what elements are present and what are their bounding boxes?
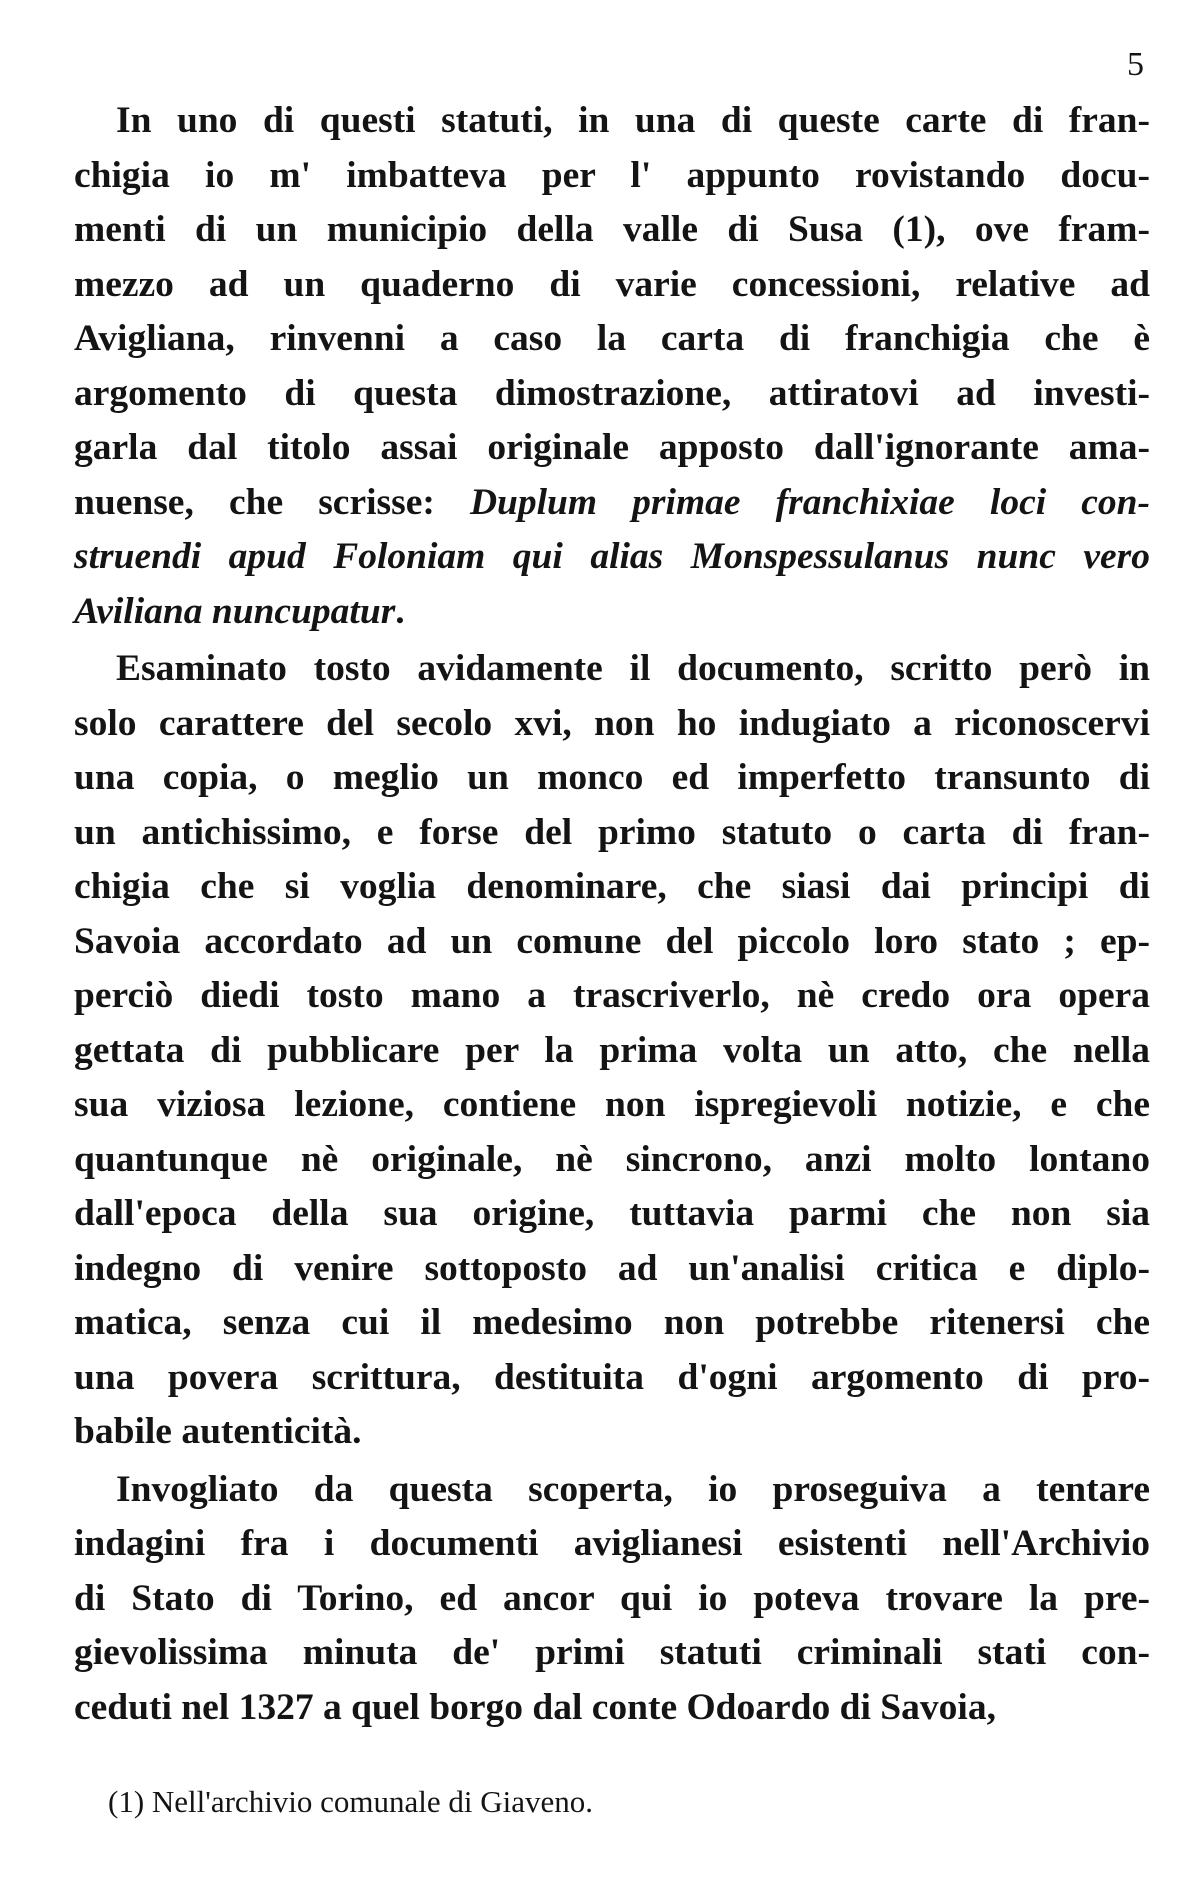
- text-segment: chigia che si voglia denominare, che siasi dai principi di: [74, 866, 1150, 907]
- text-segment: ceduti nel 1327 a quel borgo dal conte Odoardo di Savoia,: [74, 1686, 996, 1728]
- text-segment: sua viziosa lezione, contiene non ispregievoli notizie, e che: [74, 1084, 1150, 1125]
- text-segment: argomento di questa dimostrazione, attiratovi ad investi-: [74, 372, 1150, 414]
- text-line: [74, 642, 1150, 697]
- text-line: [74, 149, 1150, 204]
- text-line: [74, 1517, 1150, 1572]
- text-segment: menti di un municipio della valle di Susa (1), ove fram-: [74, 209, 1150, 250]
- text-segment: mezzo ad un quaderno di varie concessioni, relative ad: [74, 263, 1150, 305]
- text-segment: matica, senza cui il medesimo non potrebbe ritenersi che: [74, 1302, 1150, 1343]
- text-line: [74, 1187, 1150, 1242]
- body-text: [74, 94, 1150, 1735]
- paragraph: [74, 94, 1150, 639]
- text-segment: Savoia accordato ad un comune del piccolo loro stato ; ep-: [74, 920, 1150, 962]
- text-segment: una povera scrittura, destituita d'ogni argomento di pro-: [74, 1356, 1150, 1398]
- text-segment: gettata di pubblicare per la prima volta un atto, che nella: [74, 1029, 1150, 1071]
- text-segment: .: [395, 590, 405, 632]
- text-line: [74, 1681, 1150, 1736]
- text-line: [74, 806, 1150, 861]
- text-line: [74, 367, 1150, 422]
- text-line: [74, 1078, 1150, 1133]
- text-segment: chigia io m' imbatteva per l' appunto rovistando docu-: [74, 154, 1150, 196]
- text-segment: perciò diedi tosto mano a trascriverlo, nè credo ora opera: [74, 975, 1150, 1016]
- text-segment: dall'epoca della sua origine, tuttavia parmi che non sia: [74, 1193, 1150, 1234]
- text-segment: In uno di questi statuti, in una di queste carte di fran-: [116, 100, 1150, 141]
- text-segment: nuense, che scrisse:: [74, 481, 470, 523]
- text-line: [74, 203, 1150, 258]
- text-segment: Avigliana, rinvenni a caso la carta di franchigia che è: [74, 318, 1150, 359]
- text-line: [74, 1405, 1150, 1460]
- text-line: [74, 312, 1150, 367]
- text-segment: indagini fra i documenti aviglianesi esistenti nell'Archivio: [74, 1523, 1150, 1564]
- text-line: [74, 530, 1150, 585]
- text-line: [74, 969, 1150, 1024]
- text-line: [74, 915, 1150, 970]
- text-segment: quantunque nè originale, nè sincrono, anzi molto lontano: [74, 1138, 1150, 1180]
- text-line: [74, 94, 1150, 149]
- text-segment: un antichissimo, e forse del primo statuto o carta di fran-: [74, 811, 1150, 853]
- text-segment: di Stato di Torino, ed ancor qui io poteva trovare la pre-: [74, 1577, 1150, 1619]
- text-segment: Invogliato da questa scoperta, io proseguiva a tentare: [116, 1468, 1150, 1510]
- text-line: [74, 1024, 1150, 1079]
- text-line: [74, 751, 1150, 806]
- text-line: [74, 1463, 1150, 1518]
- italic-text: Duplum primae franchixiae loci con-: [469, 481, 1150, 523]
- paragraph: [74, 1463, 1150, 1736]
- text-line: [74, 258, 1150, 313]
- text-segment: indegno di venire sottoposto ad un'analisi critica e diplo-: [74, 1247, 1150, 1289]
- text-line: [74, 1626, 1150, 1681]
- text-segment: garla dal titolo assai originale apposto dall'ignorante ama-: [74, 427, 1150, 468]
- text-line: [74, 697, 1150, 752]
- page-number: 5: [1127, 46, 1144, 83]
- text-segment: gievolissima minuta de' primi statuti criminali stati con-: [74, 1632, 1150, 1673]
- text-line: [74, 1296, 1150, 1351]
- text-line: [74, 860, 1150, 915]
- text-segment: babile autenticità.: [74, 1411, 362, 1452]
- italic-text: Aviliana nuncupatur: [74, 590, 396, 632]
- text-segment: una copia, o meglio un monco ed imperfetto transunto di: [74, 757, 1150, 798]
- text-line: [74, 1242, 1150, 1297]
- italic-text: struendi apud Foloniam qui alias Monspessulanus nunc vero: [74, 536, 1150, 577]
- paragraph: [74, 642, 1150, 1460]
- text-line: [74, 476, 1150, 531]
- footnote: (1) Nell'archivio comunale di Giaveno.: [108, 1784, 594, 1819]
- text-line: [74, 1133, 1150, 1188]
- text-line: [74, 585, 1150, 640]
- text-line: [74, 1351, 1150, 1406]
- text-line: [74, 421, 1150, 476]
- text-line: [74, 1572, 1150, 1627]
- text-segment: Esaminato tosto avidamente il documento, scritto però in: [116, 648, 1150, 689]
- text-segment: solo carattere del secolo xvi, non ho indugiato a riconoscervi: [74, 702, 1150, 744]
